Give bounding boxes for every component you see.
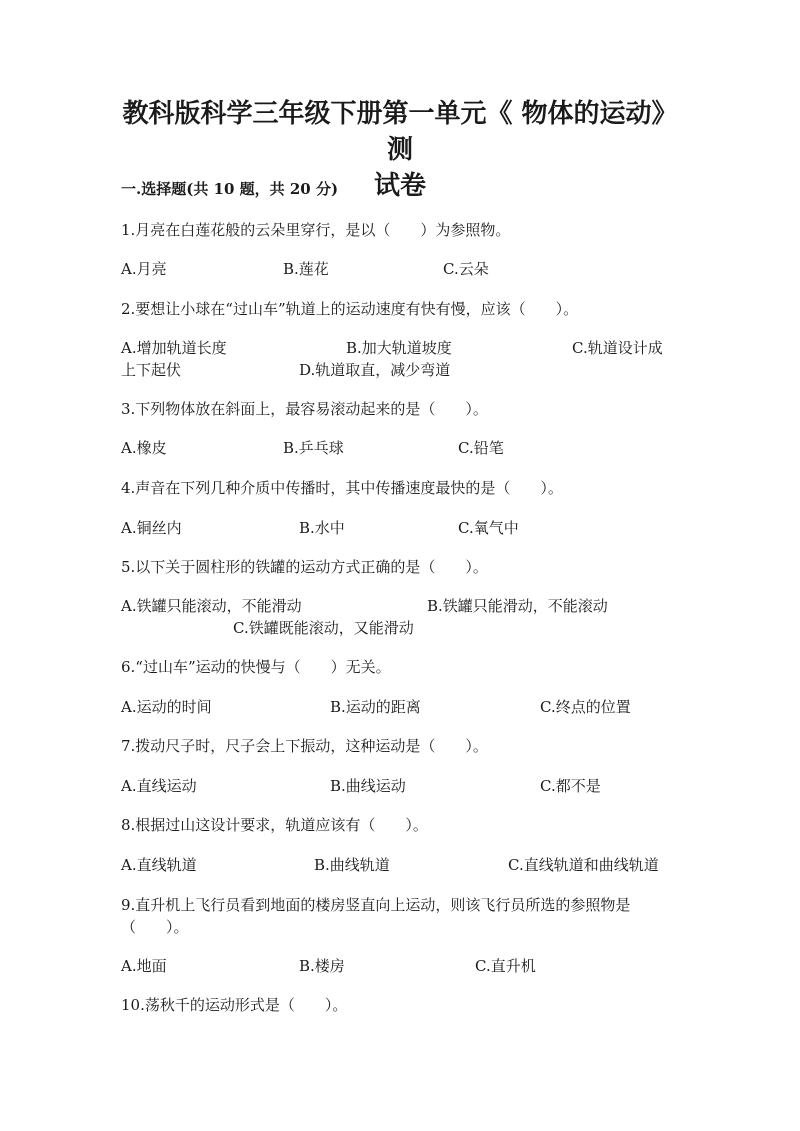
question-5-option-c: C.铁罐既能滚动，又能滑动 (233, 619, 414, 637)
section-heading: 一.选择题(共 10 题，共 20 分) (121, 180, 339, 198)
question-2-stem: 2.要想让小球在“过山车”轨道上的运动速度有快有慢，应该（ ）。 (121, 300, 579, 318)
question-5-stem: 5.以下关于圆柱形的铁罐的运动方式正确的是（ ）。 (121, 558, 488, 576)
question-4-stem: 4.声音在下列几种介质中传播时，其中传播速度最快的是（ ）。 (121, 479, 563, 497)
question-10-stem: 10.荡秋千的运动形式是（ ）。 (121, 996, 348, 1014)
question-9-stem-cont: （ ）。 (121, 918, 189, 936)
question-8-option-a: A.直线轨道 (121, 856, 197, 874)
question-9-stem: 9.直升机上飞行员看到地面的楼房竖直向上运动，则该飞行员所选的参照物是 (121, 896, 631, 914)
question-1-option-a: A.月亮 (121, 260, 167, 278)
question-6-stem: 6.“过山车”运动的快慢与（ ）无关。 (121, 658, 391, 676)
question-3-option-c: C.铅笔 (458, 439, 504, 457)
question-2-option-d: D.轨道取直，减少弯道 (299, 361, 451, 379)
question-7-stem: 7.拨动尺子时，尺子会上下振动，这种运动是（ ）。 (121, 737, 488, 755)
question-1-option-b: B.莲花 (283, 260, 329, 278)
question-2-option-b: B.加大轨道坡度 (346, 339, 452, 357)
question-3-option-a: A.橡皮 (121, 439, 167, 457)
question-7-option-a: A.直线运动 (121, 777, 197, 795)
question-9-option-a: A.地面 (121, 957, 167, 975)
question-5-option-a: A.铁罐只能滚动，不能滑动 (121, 597, 302, 615)
question-5-option-b: B.铁罐只能滑动，不能滚动 (427, 597, 608, 615)
question-1-stem: 1.月亮在白莲花般的云朵里穿行，是以（ ）为参照物。 (121, 221, 511, 239)
question-3-stem: 3.下列物体放在斜面上，最容易滚动起来的是（ ）。 (121, 400, 488, 418)
question-6-option-a: A.运动的时间 (121, 698, 212, 716)
question-6-option-c: C.终点的位置 (540, 698, 631, 716)
question-9-option-c: C.直升机 (475, 957, 536, 975)
question-6-option-b: B.运动的距离 (330, 698, 421, 716)
title-line-1: 教科版科学三年级下册第一单元《 物体的运动》测 (122, 99, 678, 165)
question-2-option-a: A.增加轨道长度 (121, 339, 227, 357)
title-line-2: 试卷 (373, 171, 426, 201)
question-8-option-b: B.曲线轨道 (314, 856, 390, 874)
question-7-option-b: B.曲线运动 (330, 777, 406, 795)
question-9-option-b: B.楼房 (299, 957, 345, 975)
question-4-option-a: A.铜丝内 (121, 519, 182, 537)
question-3-option-b: B.乒乓球 (283, 439, 344, 457)
question-7-option-c: C.都不是 (540, 777, 601, 795)
question-2-option-c-cont: 上下起伏 (121, 361, 182, 379)
question-1-option-c: C.云朵 (443, 260, 489, 278)
question-2-option-c: C.轨道设计成 (572, 339, 663, 357)
question-4-option-b: B.水中 (299, 519, 345, 537)
question-8-option-c: C.直线轨道和曲线轨道 (508, 856, 659, 874)
question-8-stem: 8.根据过山这设计要求，轨道应该有（ ）。 (121, 816, 428, 834)
question-4-option-c: C.氧气中 (458, 519, 519, 537)
